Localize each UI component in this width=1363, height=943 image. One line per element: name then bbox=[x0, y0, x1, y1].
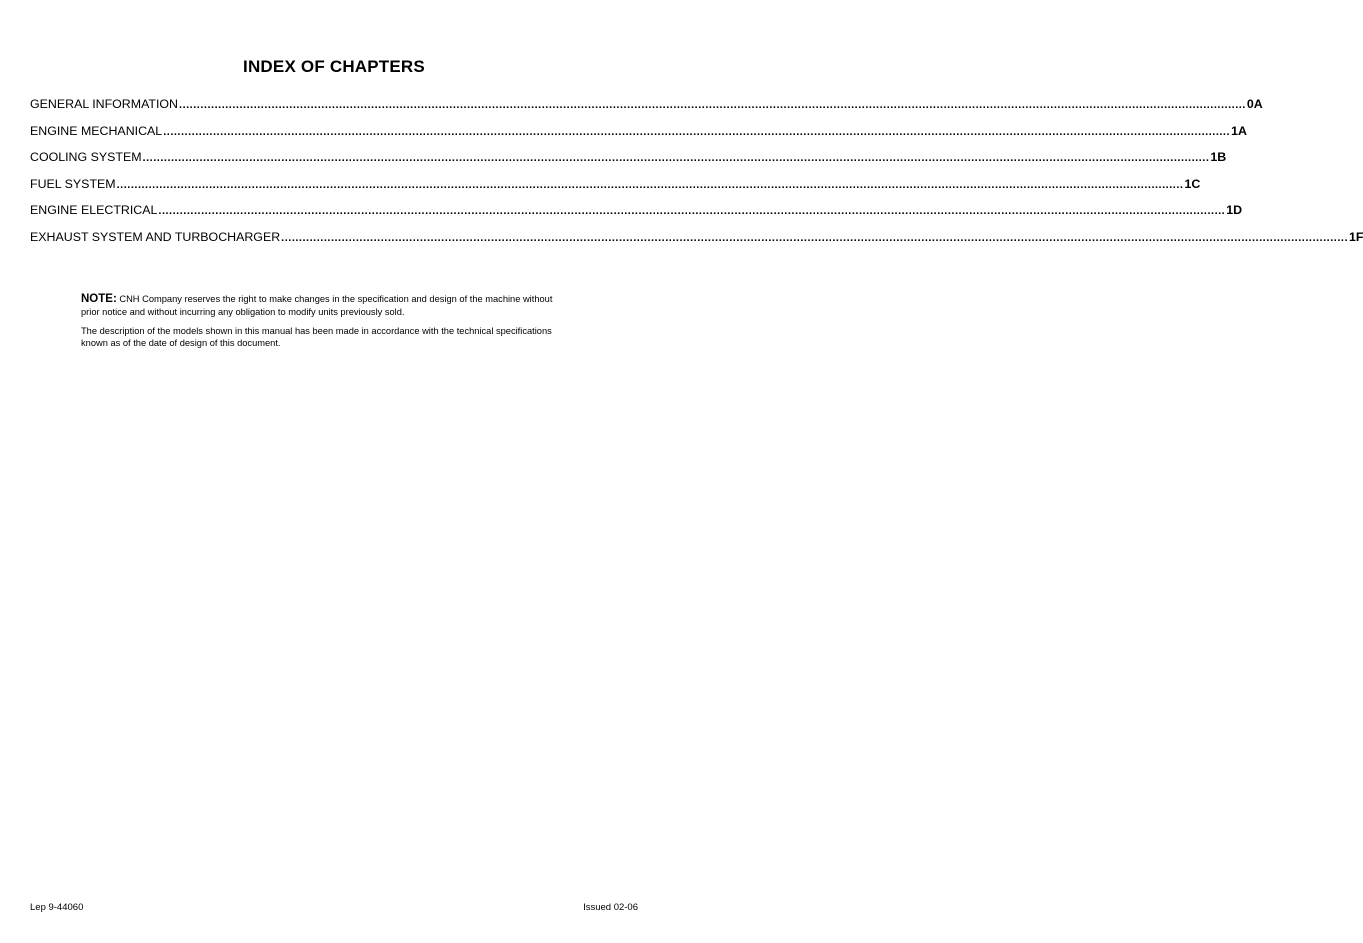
toc-label: FUEL SYSTEM bbox=[30, 176, 116, 191]
note-text-1: CNH Company reserves the right to make changes in the specification and design of the machine without prior notice and without incurring any obligation to modify units previously sold. bbox=[81, 294, 553, 317]
toc-code: 1D bbox=[1226, 203, 1243, 218]
dot-leader: ............................................................................................................................................................................................................................................................................................................ bbox=[179, 99, 1246, 111]
toc-code: 1F bbox=[1349, 229, 1363, 244]
footer-issue-date: Issued 02-06 bbox=[583, 902, 638, 913]
toc-label: GENERAL INFORMATION bbox=[30, 97, 179, 111]
chapter-index bbox=[30, 97, 1363, 257]
toc-row-general-information[interactable] bbox=[30, 97, 1263, 124]
toc-label: EXHAUST SYSTEM AND TURBOCHARGER bbox=[30, 229, 281, 244]
note-paragraph-1 bbox=[81, 293, 567, 318]
toc-row-engine-mechanical[interactable] bbox=[30, 123, 1247, 151]
toc-row-exhaust-system[interactable] bbox=[30, 229, 1363, 257]
note-block bbox=[81, 293, 567, 356]
dot-leader: ............................................................................................................................................................................................................................................................................................................ bbox=[142, 152, 1210, 165]
toc-row-engine-electrical[interactable] bbox=[30, 203, 1243, 230]
footer-document-number: Lep 9-44060 bbox=[30, 902, 84, 913]
toc-label: ENGINE ELECTRICAL bbox=[30, 203, 158, 218]
dot-leader: ............................................................................................................................................................................................................................................................................................................ bbox=[116, 178, 1184, 191]
dot-leader: ............................................................................................................................................................................................................................................................................................................ bbox=[158, 205, 1226, 218]
toc-row-fuel-system[interactable] bbox=[30, 176, 1201, 204]
page-title: INDEX OF CHAPTERS bbox=[243, 57, 425, 76]
note-paragraph-2: The description of the models shown in this manual has been made in accordance with the technical specifications known as of the date of design of this document. bbox=[81, 325, 552, 348]
dot-leader: ............................................................................................................................................................................................................................................................................................................ bbox=[163, 125, 1231, 138]
note-label: NOTE: bbox=[81, 293, 117, 305]
dot-leader: ............................................................................................................................................................................................................................................................................................................ bbox=[281, 231, 1349, 244]
toc-label: ENGINE MECHANICAL bbox=[30, 123, 163, 138]
toc-row-cooling-system[interactable] bbox=[30, 150, 1227, 177]
toc-label: COOLING SYSTEM bbox=[30, 150, 142, 165]
toc-code: 1A bbox=[1231, 123, 1247, 138]
toc-code: 1B bbox=[1210, 150, 1227, 165]
toc-code: 1C bbox=[1184, 176, 1201, 191]
toc-code: 0A bbox=[1246, 97, 1263, 111]
